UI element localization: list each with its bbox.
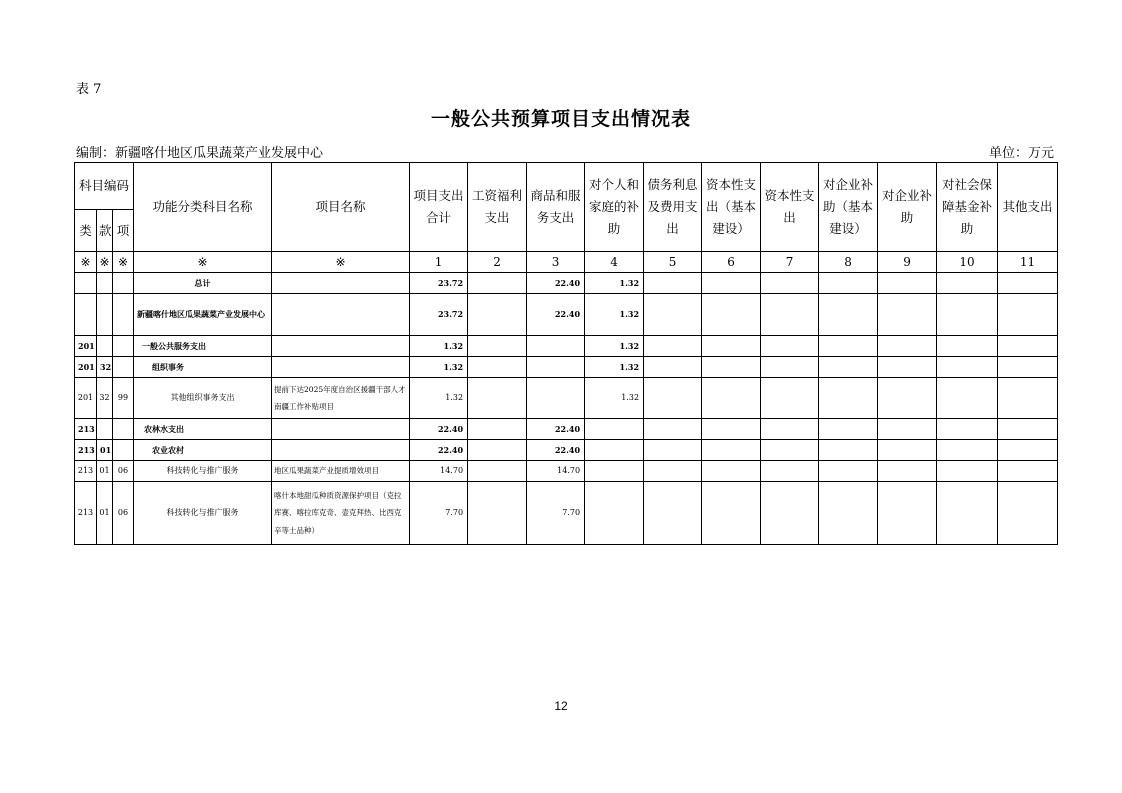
cell-empty bbox=[702, 357, 761, 378]
cell-empty bbox=[937, 357, 998, 378]
cell-goods: 22.40 bbox=[527, 294, 585, 336]
table-row bbox=[75, 461, 1058, 482]
index-cell: 8 bbox=[819, 252, 878, 273]
cell-project-name bbox=[272, 273, 410, 294]
header-enterprise: 对企业补助 bbox=[878, 163, 937, 252]
cell-kuan bbox=[97, 273, 113, 294]
cell-kuan: 32 bbox=[97, 378, 113, 419]
cell-function-name: 其他组织事务支出 bbox=[134, 378, 272, 419]
cell-empty bbox=[702, 440, 761, 461]
header-other: 其他支出 bbox=[998, 163, 1058, 252]
cell-kuan: 01 bbox=[97, 482, 113, 545]
cell-empty bbox=[644, 482, 702, 545]
table-row bbox=[75, 482, 1058, 545]
cell-empty bbox=[998, 378, 1058, 419]
cell-wage bbox=[468, 273, 527, 294]
header-personal: 对个人和家庭的补助 bbox=[585, 163, 644, 252]
cell-personal bbox=[585, 461, 644, 482]
page-number: 12 bbox=[554, 699, 568, 713]
cell-empty bbox=[878, 440, 937, 461]
table-row bbox=[75, 357, 1058, 378]
cell-wage bbox=[468, 336, 527, 357]
cell-function-name: 组织事务 bbox=[134, 357, 272, 378]
cell-function-name: 一般公共服务支出 bbox=[134, 336, 272, 357]
cell-project-name: 地区瓜果蔬菜产业提质增效项目 bbox=[272, 461, 410, 482]
index-cell: ※ bbox=[75, 252, 97, 273]
index-cell: 10 bbox=[937, 252, 998, 273]
cell-personal: 1.32 bbox=[585, 273, 644, 294]
cell-wage bbox=[468, 378, 527, 419]
cell-kuan: 01 bbox=[97, 461, 113, 482]
cell-kuan: 01 bbox=[97, 440, 113, 461]
cell-empty bbox=[819, 294, 878, 336]
header-lei: 类 bbox=[75, 210, 97, 252]
cell-total: 22.40 bbox=[410, 440, 468, 461]
index-cell: 2 bbox=[468, 252, 527, 273]
cell-lei: 201 bbox=[75, 336, 97, 357]
cell-function-name: 新疆喀什地区瓜果蔬菜产业发展中心 bbox=[134, 294, 272, 336]
cell-kuan bbox=[97, 336, 113, 357]
cell-function-name: 总计 bbox=[134, 273, 272, 294]
cell-empty bbox=[998, 294, 1058, 336]
cell-empty bbox=[644, 461, 702, 482]
cell-empty bbox=[998, 273, 1058, 294]
table-row bbox=[75, 440, 1058, 461]
cell-lei bbox=[75, 273, 97, 294]
cell-empty bbox=[878, 294, 937, 336]
cell-total: 7.70 bbox=[410, 482, 468, 545]
cell-empty bbox=[761, 440, 819, 461]
cell-empty bbox=[937, 378, 998, 419]
cell-project-name: 提前下达2025年度自治区援疆干部人才南疆工作补贴项目 bbox=[272, 378, 410, 419]
cell-empty bbox=[819, 419, 878, 440]
cell-xiang bbox=[113, 294, 134, 336]
table-row bbox=[75, 378, 1058, 419]
cell-empty bbox=[761, 419, 819, 440]
cell-xiang: 99 bbox=[113, 378, 134, 419]
cell-personal: 1.32 bbox=[585, 294, 644, 336]
cell-empty bbox=[761, 294, 819, 336]
cell-empty bbox=[702, 273, 761, 294]
cell-lei: 213 bbox=[75, 440, 97, 461]
expenditure-table bbox=[74, 162, 1058, 545]
index-cell: 6 bbox=[702, 252, 761, 273]
cell-empty bbox=[702, 482, 761, 545]
cell-empty bbox=[878, 357, 937, 378]
index-cell: ※ bbox=[113, 252, 134, 273]
cell-empty bbox=[998, 440, 1058, 461]
cell-xiang bbox=[113, 336, 134, 357]
compiler-label: 编制：新疆喀什地区瓜果蔬菜产业发展中心 bbox=[76, 146, 324, 161]
cell-kuan bbox=[97, 419, 113, 440]
meta-line bbox=[76, 142, 1054, 161]
cell-wage bbox=[468, 440, 527, 461]
cell-wage bbox=[468, 461, 527, 482]
cell-lei: 201 bbox=[75, 357, 97, 378]
cell-total: 23.72 bbox=[410, 294, 468, 336]
cell-project-name bbox=[272, 357, 410, 378]
unit-label: 单位：万元 bbox=[988, 146, 1054, 161]
cell-empty bbox=[998, 482, 1058, 545]
cell-goods bbox=[527, 336, 585, 357]
index-cell: 3 bbox=[527, 252, 585, 273]
cell-project-name bbox=[272, 294, 410, 336]
cell-project-name bbox=[272, 336, 410, 357]
cell-function-name: 农业农村 bbox=[134, 440, 272, 461]
cell-wage bbox=[468, 294, 527, 336]
table-row bbox=[75, 294, 1058, 336]
header-xiang: 项 bbox=[113, 210, 134, 252]
header-debt: 债务利息及费用支出 bbox=[644, 163, 702, 252]
cell-empty bbox=[819, 482, 878, 545]
cell-goods: 7.70 bbox=[527, 482, 585, 545]
cell-xiang bbox=[113, 273, 134, 294]
header-capital: 资本性支出 bbox=[761, 163, 819, 252]
cell-empty bbox=[702, 336, 761, 357]
cell-empty bbox=[761, 461, 819, 482]
cell-empty bbox=[761, 336, 819, 357]
cell-goods bbox=[527, 378, 585, 419]
cell-goods: 22.40 bbox=[527, 440, 585, 461]
cell-empty bbox=[937, 294, 998, 336]
cell-empty bbox=[702, 419, 761, 440]
cell-empty bbox=[644, 378, 702, 419]
cell-total: 23.72 bbox=[410, 273, 468, 294]
index-cell: 9 bbox=[878, 252, 937, 273]
cell-empty bbox=[998, 461, 1058, 482]
cell-personal bbox=[585, 440, 644, 461]
cell-goods bbox=[527, 357, 585, 378]
cell-lei: 213 bbox=[75, 461, 97, 482]
cell-goods: 14.70 bbox=[527, 461, 585, 482]
header-kuan: 款 bbox=[97, 210, 113, 252]
cell-project-name bbox=[272, 419, 410, 440]
table-row bbox=[75, 336, 1058, 357]
header-subject-code: 科目编码 bbox=[75, 163, 134, 210]
cell-empty bbox=[998, 357, 1058, 378]
index-cell: ※ bbox=[272, 252, 410, 273]
cell-total: 14.70 bbox=[410, 461, 468, 482]
cell-empty bbox=[644, 336, 702, 357]
cell-kuan bbox=[97, 294, 113, 336]
cell-total: 1.32 bbox=[410, 336, 468, 357]
cell-xiang bbox=[113, 440, 134, 461]
table-row bbox=[75, 273, 1058, 294]
cell-total: 1.32 bbox=[410, 357, 468, 378]
cell-empty bbox=[878, 273, 937, 294]
cell-empty bbox=[761, 482, 819, 545]
header-enterprise-basic: 对企业补助（基本建设） bbox=[819, 163, 878, 252]
cell-empty bbox=[644, 294, 702, 336]
index-cell: 5 bbox=[644, 252, 702, 273]
cell-empty bbox=[998, 336, 1058, 357]
header-project-name: 项目名称 bbox=[272, 163, 410, 252]
page-title: 一般公共预算项目支出情况表 bbox=[430, 108, 691, 130]
cell-lei: 201 bbox=[75, 378, 97, 419]
cell-empty bbox=[644, 419, 702, 440]
cell-goods: 22.40 bbox=[527, 273, 585, 294]
cell-wage bbox=[468, 419, 527, 440]
cell-empty bbox=[761, 273, 819, 294]
cell-empty bbox=[878, 419, 937, 440]
cell-empty bbox=[878, 378, 937, 419]
header-social: 对社会保障基金补助 bbox=[937, 163, 998, 252]
index-row bbox=[75, 252, 1058, 273]
cell-personal bbox=[585, 419, 644, 440]
index-cell: 7 bbox=[761, 252, 819, 273]
cell-xiang bbox=[113, 419, 134, 440]
cell-empty bbox=[937, 273, 998, 294]
cell-empty bbox=[819, 273, 878, 294]
cell-empty bbox=[819, 461, 878, 482]
header-total: 项目支出合计 bbox=[410, 163, 468, 252]
cell-total: 22.40 bbox=[410, 419, 468, 440]
cell-empty bbox=[644, 440, 702, 461]
cell-xiang bbox=[113, 357, 134, 378]
cell-lei: 213 bbox=[75, 482, 97, 545]
cell-wage bbox=[468, 357, 527, 378]
cell-function-name: 农林水支出 bbox=[134, 419, 272, 440]
table-row bbox=[75, 419, 1058, 440]
cell-empty bbox=[937, 461, 998, 482]
header-function-name: 功能分类科目名称 bbox=[134, 163, 272, 252]
cell-empty bbox=[644, 357, 702, 378]
cell-xiang: 06 bbox=[113, 482, 134, 545]
cell-personal: 1.32 bbox=[585, 378, 644, 419]
index-cell: ※ bbox=[134, 252, 272, 273]
index-cell: 4 bbox=[585, 252, 644, 273]
cell-empty bbox=[761, 378, 819, 419]
cell-empty bbox=[702, 378, 761, 419]
cell-lei bbox=[75, 294, 97, 336]
cell-empty bbox=[819, 378, 878, 419]
cell-empty bbox=[937, 336, 998, 357]
cell-project-name bbox=[272, 440, 410, 461]
cell-total: 1.32 bbox=[410, 378, 468, 419]
cell-personal: 1.32 bbox=[585, 336, 644, 357]
cell-empty bbox=[878, 461, 937, 482]
cell-personal: 1.32 bbox=[585, 357, 644, 378]
header-goods: 商品和服务支出 bbox=[527, 163, 585, 252]
cell-empty bbox=[819, 440, 878, 461]
cell-personal bbox=[585, 482, 644, 545]
cell-wage bbox=[468, 482, 527, 545]
header-capital-basic: 资本性支出（基本建设） bbox=[702, 163, 761, 252]
cell-function-name: 科技转化与推广服务 bbox=[134, 482, 272, 545]
cell-kuan: 32 bbox=[97, 357, 113, 378]
cell-empty bbox=[937, 440, 998, 461]
cell-xiang: 06 bbox=[113, 461, 134, 482]
index-cell: ※ bbox=[97, 252, 113, 273]
cell-empty bbox=[761, 357, 819, 378]
cell-empty bbox=[937, 419, 998, 440]
cell-empty bbox=[819, 336, 878, 357]
cell-empty bbox=[937, 482, 998, 545]
table-number: 表 7 bbox=[76, 82, 102, 97]
cell-empty bbox=[998, 419, 1058, 440]
index-cell: 1 bbox=[410, 252, 468, 273]
cell-empty bbox=[878, 336, 937, 357]
header-wage: 工资福利支出 bbox=[468, 163, 527, 252]
cell-empty bbox=[878, 482, 937, 545]
cell-project-name: 喀什本地甜瓜种质资源保护项目（克拉库赛、喀拉库克奇、壶克拜热、比西克辛等土品种） bbox=[272, 482, 410, 545]
index-cell: 11 bbox=[998, 252, 1058, 273]
cell-empty bbox=[702, 461, 761, 482]
cell-lei: 213 bbox=[75, 419, 97, 440]
cell-function-name: 科技转化与推广服务 bbox=[134, 461, 272, 482]
cell-empty bbox=[644, 273, 702, 294]
cell-empty bbox=[702, 294, 761, 336]
cell-goods: 22.40 bbox=[527, 419, 585, 440]
cell-empty bbox=[819, 357, 878, 378]
